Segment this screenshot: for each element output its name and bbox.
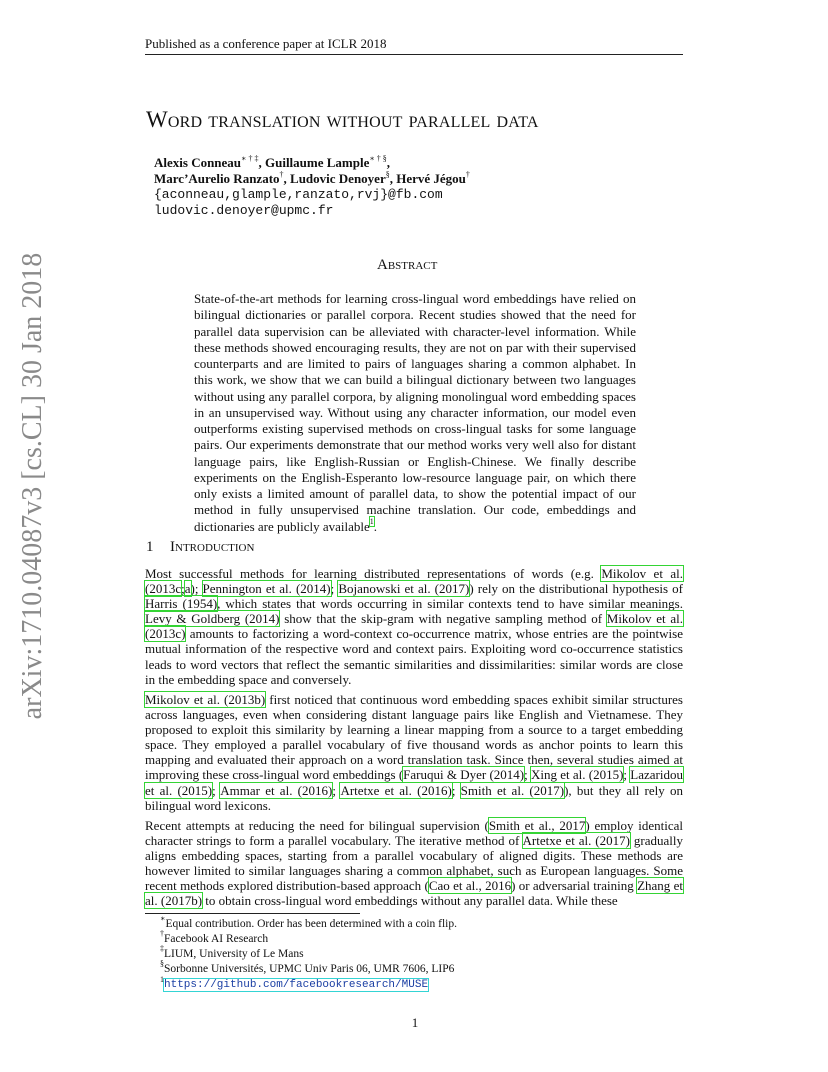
section-title: Introduction	[170, 539, 255, 555]
author-name: Guillaume Lample	[264, 155, 370, 170]
citation-link[interactable]: a	[184, 581, 191, 597]
affiliation-mark: ∗ † §	[369, 153, 387, 163]
footnote-item	[160, 944, 660, 962]
abstract-text: State-of-the-art methods for learning cross-lingual word embeddings have relied on bilingual dictionaries or parallel corpora. Recent studies showed that the need for parallel data supervision can be alleviated with character-level information. While these methods showed encouraging results, they are not on par with their supervised counterparts and are limited to pairs of languages sharing a common alphabet. In this work, we show that we can build a bilingual dictionary between two languages without using any parallel corpora, by aligning monolingual word embedding spaces in an unsupervised way. Without using any character information, our model even outperforms existing supervised methods on cross-lingual tasks for some language pairs. Our experiments demonstrate that our method works very well also for distant language pairs, like English-Russian or English-Chinese. We finally describe experiments on the English-Esperanto low-resource language pair, on which there only exists a limited amount of parallel data, to show the potential impact of our method in fully unsupervised machine translation. Our code, embeddings and dictionaries are publicly available$^1$.	[194, 291, 636, 534]
footnote-link[interactable]: 1	[369, 517, 374, 527]
section-number: 1	[146, 539, 154, 555]
citation-link[interactable]: Xing et al. (2015)	[530, 767, 624, 783]
footnote-item	[160, 929, 660, 947]
affiliation-mark: §	[385, 169, 390, 179]
citation-link[interactable]: Mikolov et al. (2013c)	[145, 611, 683, 642]
footnote-text: LIUM, University of Le Mans	[164, 948, 304, 961]
footnote-text: Sorbonne Universités, UPMC Univ Paris 06, UMR 7606, LIP6	[164, 963, 455, 976]
footnote-mark: ∗	[160, 914, 166, 924]
affiliation-mark: ∗ † ‡	[241, 153, 259, 163]
footnote-item	[160, 959, 660, 977]
author-line-2: Marc’Aurelio Ranzato†, Ludovic Denoyer§, Hervé Jégou†	[154, 169, 470, 186]
footnote-mark: 1	[160, 974, 164, 984]
intro-paragraph-3: Recent attempts at reducing the need for bilingual supervision (Smith et al., 2017) employ identical character strings to form a parallel vocabulary. The iterative method of Artetxe et al. (2017) gradually aligns embedding spaces, starting from a parallel vocabulary of aligned digits. These methods are however limited to similar languages sharing a common alphabet, such as European languages. Some recent methods explored distribution-based approach (Cao et al., 2016) or adversarial training Zhang et al. (2017b) to obtain cross-lingual word embeddings without any parallel data. While these	[145, 818, 683, 909]
author-block	[154, 155, 634, 219]
abstract-heading: Abstract	[377, 257, 438, 273]
affiliation-mark: †	[465, 169, 470, 179]
citation-link[interactable]: Artetxe et al. (2017)	[522, 833, 630, 849]
footnote-text: Equal contribution. Order has been determined with a coin flip.	[165, 918, 458, 930]
citation-link[interactable]: Ammar et al. (2016)	[220, 782, 333, 798]
citation-link[interactable]: Artetxe et al. (2016)	[340, 782, 452, 798]
footnotes	[160, 914, 660, 993]
citation-link[interactable]: Faruqui & Dyer (2014)	[403, 767, 525, 783]
citation-link[interactable]: Mikolov et al. (2013c	[145, 566, 683, 597]
citation-link[interactable]: Mikolov et al. (2013b)	[145, 692, 266, 707]
footnote-mark: ‡	[160, 944, 164, 954]
abstract-body: State-of-the-art methods for learning cross-lingual word embeddings have relied on bilingual dictionaries or parallel corpora. Recent studies showed that the need for parallel data supervision can be alleviated with character-level information. While these methods showed encouraging results, they are not on par with their supervised counterparts and are limited to pairs of languages sharing a common alphabet. In this work, we show that we can build a bilingual dictionary between two languages without using any parallel corpora, by aligning monolingual word embedding spaces in an unsupervised way. Without using any character information, our model even outperforms existing supervised methods on cross-lingual tasks for some language pairs. Our experiments demonstrate that our method works very well also for distant language pairs, like English-Russian or English-Chinese. We finally describe experiments on the English-Esperanto low-resource language pair, on which there only exists a limited amount of parallel data, to show the potential impact of our method in fully unsupervised machine translation. Our code, embeddings and dictionaries are publicly available	[194, 291, 636, 534]
affiliation-mark: †	[279, 169, 284, 179]
author-line-1: Alexis Conneau∗ † ‡, Guillaume Lample∗ † §,	[154, 153, 391, 170]
running-head: Published as a conference paper at ICLR 2018	[145, 37, 683, 55]
author-name: Alexis Conneau	[154, 155, 242, 170]
footnote-text: Facebook AI Research	[164, 933, 269, 946]
citation-link[interactable]: Zhang et al. (2017b)	[145, 878, 683, 909]
page-number: 1	[411, 1015, 419, 1030]
footnote-mark: †	[160, 929, 164, 939]
intro-paragraph-1: Most successful methods for learning distributed representations of words (e.g. Mikolov et al. (2013c;a); Pennington et al. (2014); Bojanowski et al. (2017)) rely on the distributional hypothesis of Harris (1954), which states that words occurring in similar contexts tend to have similar meanings. Levy & Goldberg (2014) show that the skip-gram with negative sampling method of Mikolov et al. (2013c) amounts to factorizing a word-context co-occurrence matrix, whose entries are the pointwise mutual information of the respective word and context pairs. Exploiting word co-occurrence statistics leads to word vectors that reflect the semantic similarities and dissimilarities: similar words are close in the embedding space and conversely.	[145, 566, 683, 687]
author-name: Ludovic Denoyer	[290, 171, 386, 186]
citation-link[interactable]: Pennington et al. (2014)	[202, 581, 331, 597]
citation-link[interactable]: Cao et al., 2016	[428, 878, 512, 894]
citation-link[interactable]: Lazaridou et al. (2015)	[145, 767, 683, 798]
citation-link[interactable]: Smith et al. (2017)	[460, 782, 565, 798]
author-name: Hervé Jégou	[396, 171, 466, 186]
citation-link[interactable]: Smith et al., 2017	[488, 818, 586, 833]
footnote-mark: §	[160, 959, 164, 969]
footnote-item	[160, 974, 660, 993]
citation-link[interactable]: Harris (1954)	[145, 596, 218, 612]
section-heading-introduction	[146, 538, 446, 556]
author-email-1: {aconneau,glample,ranzato,rvj}@fb.com	[154, 187, 443, 202]
author-name: Marc’Aurelio Ranzato	[154, 171, 280, 186]
paper-title: Word translation without parallel data	[146, 107, 539, 132]
citation-link[interactable]: Bojanowski et al. (2017)	[338, 581, 470, 597]
footnote-item	[160, 914, 660, 932]
footnote-divider	[145, 913, 360, 914]
arxiv-identifier-stamp: arXiv:1710.04087v3 [cs.CL] 30 Jan 2018	[17, 252, 48, 720]
intro-paragraph-2: Mikolov et al. (2013b) first noticed that continuous word embedding spaces exhibit similar structures across languages, even when considering distant language pairs like English and Vietnamese. They proposed to exploit this similarity by learning a linear mapping from a source to a target embedding space. They employed a parallel vocabulary of five thousand words as anchor points to learn this mapping and evaluated their approach on a word translation task. Since then, several studies aimed at improving these cross-lingual word embeddings (Faruqui & Dyer (2014); Xing et al. (2015); Lazaridou et al. (2015); Ammar et al. (2016); Artetxe et al. (2016); Smith et al. (2017)), but they all rely on bilingual word lexicons.	[145, 692, 683, 813]
repository-url-link[interactable]: https://github.com/facebookresearch/MUSE	[164, 979, 429, 992]
author-email-2: ludovic.denoyer@upmc.fr	[154, 203, 334, 218]
citation-link[interactable]: Levy & Goldberg (2014)	[145, 611, 280, 627]
